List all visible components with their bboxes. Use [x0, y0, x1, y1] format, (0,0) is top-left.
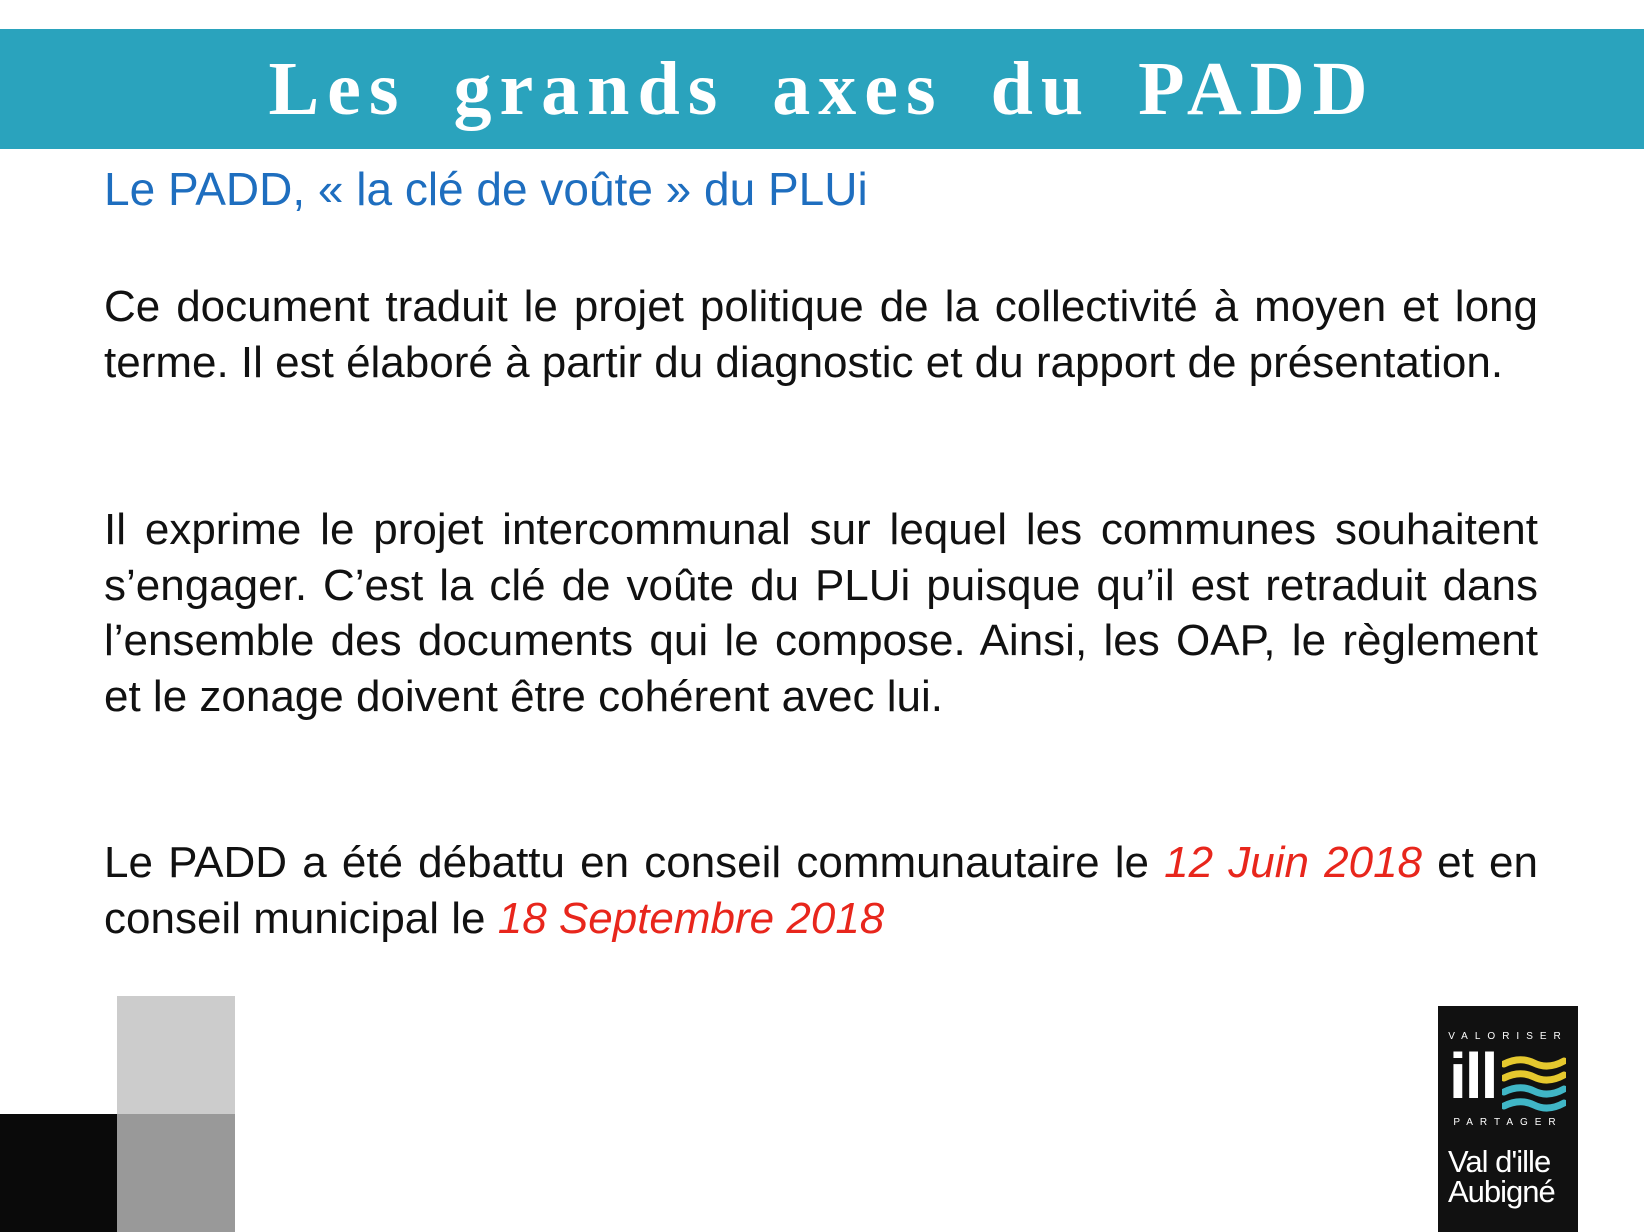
date-conseil-communautaire: 12 Juin 2018: [1164, 838, 1423, 887]
section-subtitle: Le PADD, « la clé de voûte » du PLUi: [104, 163, 868, 215]
logo-wordmark: ill: [1449, 1040, 1497, 1112]
logo-name-line1: Val d'ille: [1448, 1144, 1551, 1179]
paragraph-document-purpose: Ce document traduit le projet politique de la collectivité à moyen et long terme. Il est élaboré à partir du diagnostic et du rapport de présentation.: [104, 282, 1538, 387]
logo-tagline-top: VALORISER: [1448, 1031, 1568, 1042]
page-title: Les grands axes du PADD: [268, 47, 1376, 131]
logo-name: [1448, 1144, 1573, 1209]
decor-black-square: [0, 1114, 117, 1232]
val-dille-aubigne-logo: [1438, 1006, 1578, 1232]
wave-lines-icon: [1502, 1055, 1566, 1113]
logo-name-line2: Aubigné: [1448, 1174, 1555, 1209]
paragraph-debate-dates: [104, 835, 1538, 946]
decor-light-gray-square: [117, 996, 235, 1114]
date-conseil-municipal: 18 Septembre 2018: [497, 893, 885, 943]
paragraph-intercommunal-project: Il exprime le projet intercommunal sur lequel les communes souhaitent s’engager. C’est la clé de voûte du PLUi puisque qu’il est retraduit dans l’ensemble des documents qui le compose. Ainsi, les OAP, le règlement et le zonage doivent être cohérent avec lui.: [104, 505, 1538, 721]
decor-mid-gray-square: [117, 1114, 235, 1232]
debate-text-part1: Le PADD a été débattu en conseil communautaire le: [104, 838, 1165, 887]
logo-tagline-bottom: PARTAGER: [1453, 1117, 1563, 1128]
title-banner: [0, 29, 1644, 149]
debate-text-part2: et en conseil municipal le: [104, 838, 1538, 943]
